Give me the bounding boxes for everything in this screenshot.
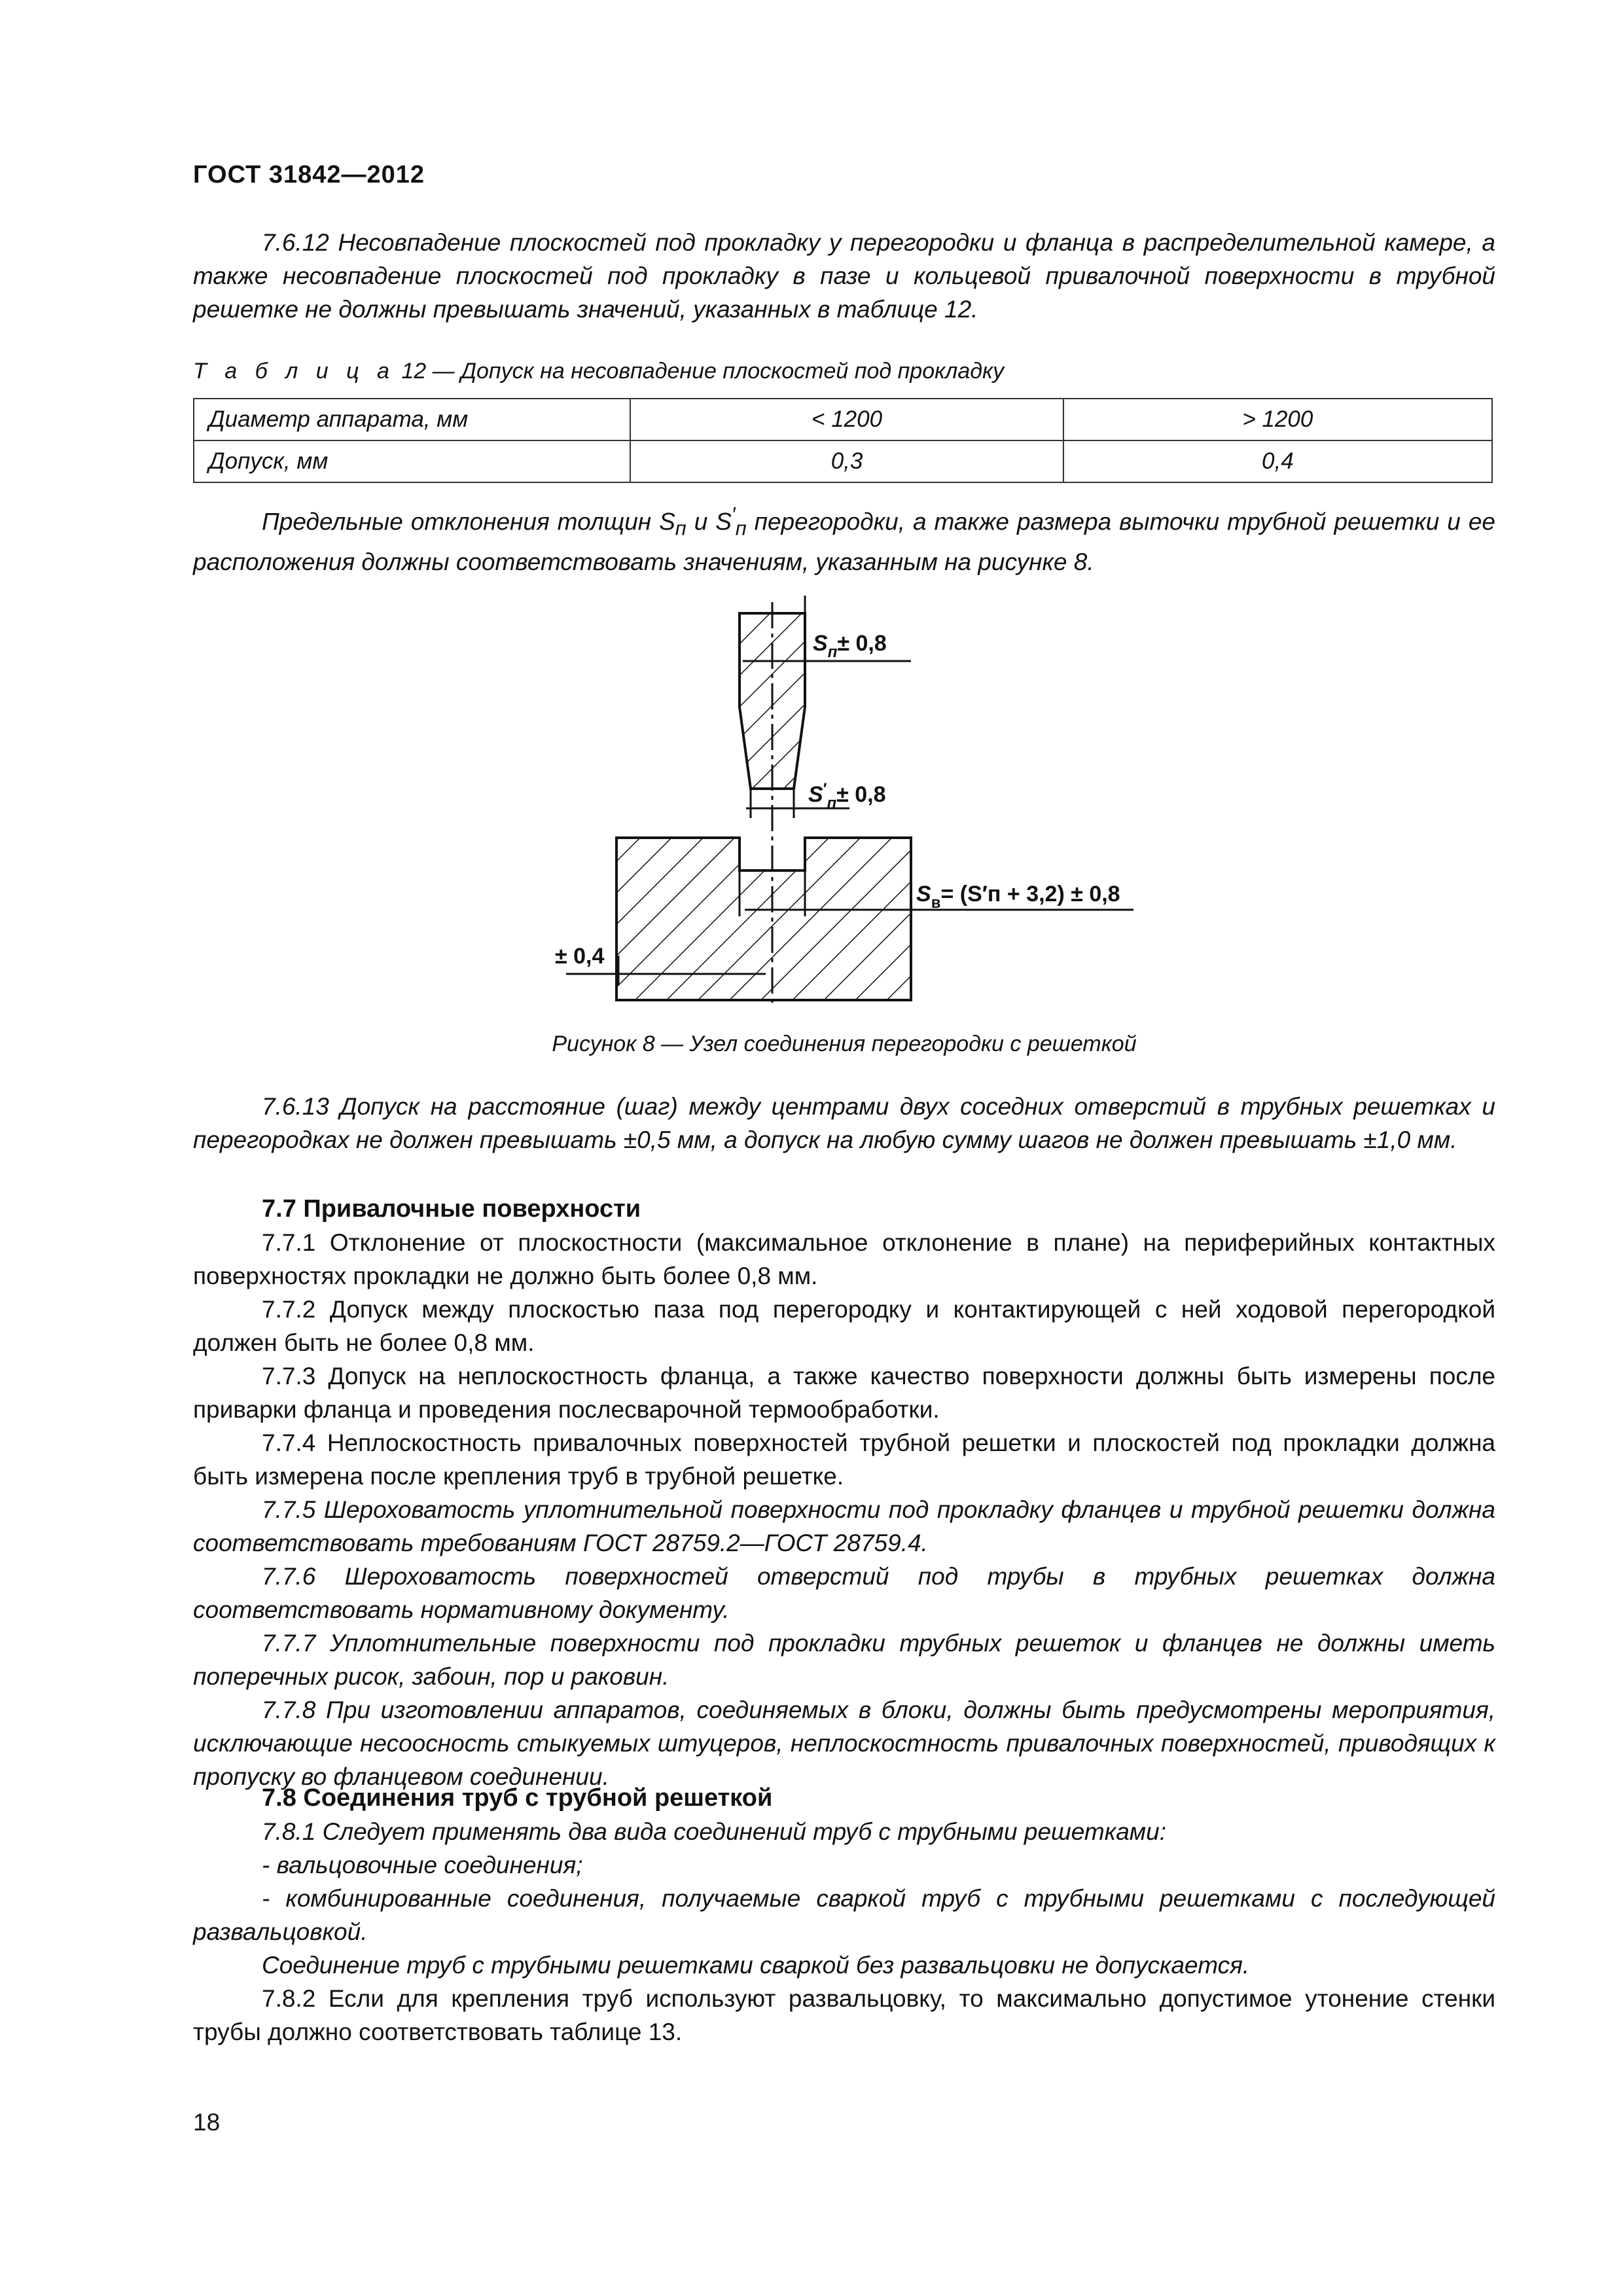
- paragraph-text: 7.6.13 Допуск на расстояние (шаг) между центрами двух соседних отверстий в трубных решетках и перегородках не должен превышать ±0,5 мм, а допуск на любую сумму шагов не должен превышать ±1,0 мм.: [193, 1093, 1495, 1153]
- paragraph-7-7-6: 7.7.6 Шероховатость поверхностей отверстий под трубы в трубных решетках должна соответствовать нормативному документу.: [193, 1563, 1495, 1623]
- table-caption-text: 12 — Допуск на несовпадение плоскостей под прокладку: [395, 359, 1005, 384]
- paragraph-7-8-2: 7.8.2 Если для крепления труб используют развальцовку, то максимально допустимое утонение стенки трубы должно соответствовать таблице 13.: [193, 1985, 1495, 2045]
- subscript: п: [675, 516, 687, 540]
- paragraph-no-weld-only: Соединение труб с трубными решетками сваркой без развальцовки не допускается.: [262, 1952, 1250, 1979]
- text-run: и S: [686, 508, 732, 535]
- table-cell: 0,3: [630, 440, 1063, 482]
- text-run: перегородки, а также размера выточки трубной решетки и ее расположения должны соответствовать значениям, указанным на рисунке 8.: [193, 508, 1495, 575]
- table-12: [193, 398, 1493, 483]
- label-sn: $S_п\pm 0,8$: [813, 631, 887, 661]
- paragraph-7-6-13: [193, 1090, 1495, 1157]
- figure-8-caption: Рисунок 8 — Узел соединения перегородки с решеткой: [552, 1031, 1137, 1056]
- paragraph-7-6-12: [193, 226, 1495, 326]
- subscript: п: [735, 516, 747, 540]
- paragraph-text: [193, 497, 1495, 579]
- list-item: - комбинированные соединения, получаемые сваркой труб с трубными решетками с последующей развальцовкой.: [193, 1885, 1495, 1945]
- table-cell: Диаметр аппарата, мм: [194, 399, 630, 440]
- section-heading: 7.8 Соединения труб с трубной решеткой: [262, 1784, 773, 1812]
- paragraph-7-7-8: 7.7.8 При изготовлении аппаратов, соединяемых в блоки, должны быть предусмотрены мероприятия, исключающие несоосность стыкуемых штуцеров, неплоскостность привалочных поверхностей, приводящих к пропуску во фланцевом соединении.: [193, 1696, 1495, 1790]
- table-caption-prefix: Т а б л и ц а: [193, 359, 395, 384]
- label-sn-prime: $S'_п\pm 0,8$: [808, 780, 886, 812]
- paragraph-7-7-7: 7.7.7 Уплотнительные поверхности под прокладки трубных решеток и фланцев не должны иметь поперечных рисок, забоин, пор и раковин.: [193, 1630, 1495, 1690]
- paragraph-text: 7.6.12 Несовпадение плоскостей под прокладку у перегородки и фланца в распределительной камере, а также несовпадение плоскостей под прокладку в пазе и кольцевой привалочной поверхности в трубной решетке не должны превышать значений, указанных в таблице 12.: [193, 229, 1495, 323]
- table-12-caption: [193, 359, 1004, 384]
- table-row: [194, 399, 1492, 440]
- section-7-8: [193, 1782, 1495, 2049]
- paragraph-7-7-2: 7.7.2 Допуск между плоскостью паза под перегородку и контактирующей с ней ходовой перегородкой должен быть не более 0,8 мм.: [193, 1296, 1495, 1356]
- table-row: [194, 440, 1492, 482]
- paragraph-7-7-1: 7.7.1 Отклонение от плоскостности (максимальное отклонение в плане) на периферийных контактных поверхностях прокладки не должно быть более 0,8 мм.: [193, 1229, 1495, 1289]
- label-tolerance-left: ± 0,4: [555, 944, 605, 969]
- section-7-7: [193, 1193, 1495, 1793]
- paragraph-7-7-5: 7.7.5 Шероховатость уплотнительной поверхности под прокладку фланцев и трубной решетки должна соответствовать требованиям ГОСТ 28759.2—ГОСТ 28759.4.: [193, 1496, 1495, 1556]
- page-number: 18: [193, 2109, 221, 2136]
- paragraph-7-7-3: 7.7.3 Допуск на неплоскостность фланца, а также качество поверхности должны быть измерены после приварки фланца и проведения послесварочной термообработки.: [193, 1363, 1495, 1423]
- table-cell: < 1200: [630, 399, 1063, 440]
- section-heading: 7.7 Привалочные поверхности: [262, 1195, 641, 1223]
- tube-sheet-shape: [616, 838, 911, 1000]
- paragraph-limits: [193, 497, 1495, 579]
- table-cell: 0,4: [1063, 440, 1492, 482]
- table-cell: Допуск, мм: [194, 440, 630, 482]
- paragraph-7-8-1: 7.8.1 Следует применять два вида соединений труб с трубными решетками:: [262, 1818, 1167, 1845]
- paragraph-7-7-4: 7.7.4 Неплоскостность привалочных поверхностей трубной решетки и плоскостей под прокладки должна быть измерена после крепления труб в трубной решетке.: [193, 1429, 1495, 1490]
- list-item: - вальцовочные соединения;: [262, 1852, 583, 1878]
- table-cell: > 1200: [1063, 399, 1492, 440]
- label-sv: $S_в= (S'п + 3,2) \pm 0,8$: [916, 882, 1120, 912]
- text-run: Предельные отклонения толщин S: [262, 508, 675, 535]
- figure-8-drawing: [510, 589, 1152, 1014]
- superscript: ′: [731, 503, 736, 526]
- document-header: ГОСТ 31842—2012: [193, 161, 425, 188]
